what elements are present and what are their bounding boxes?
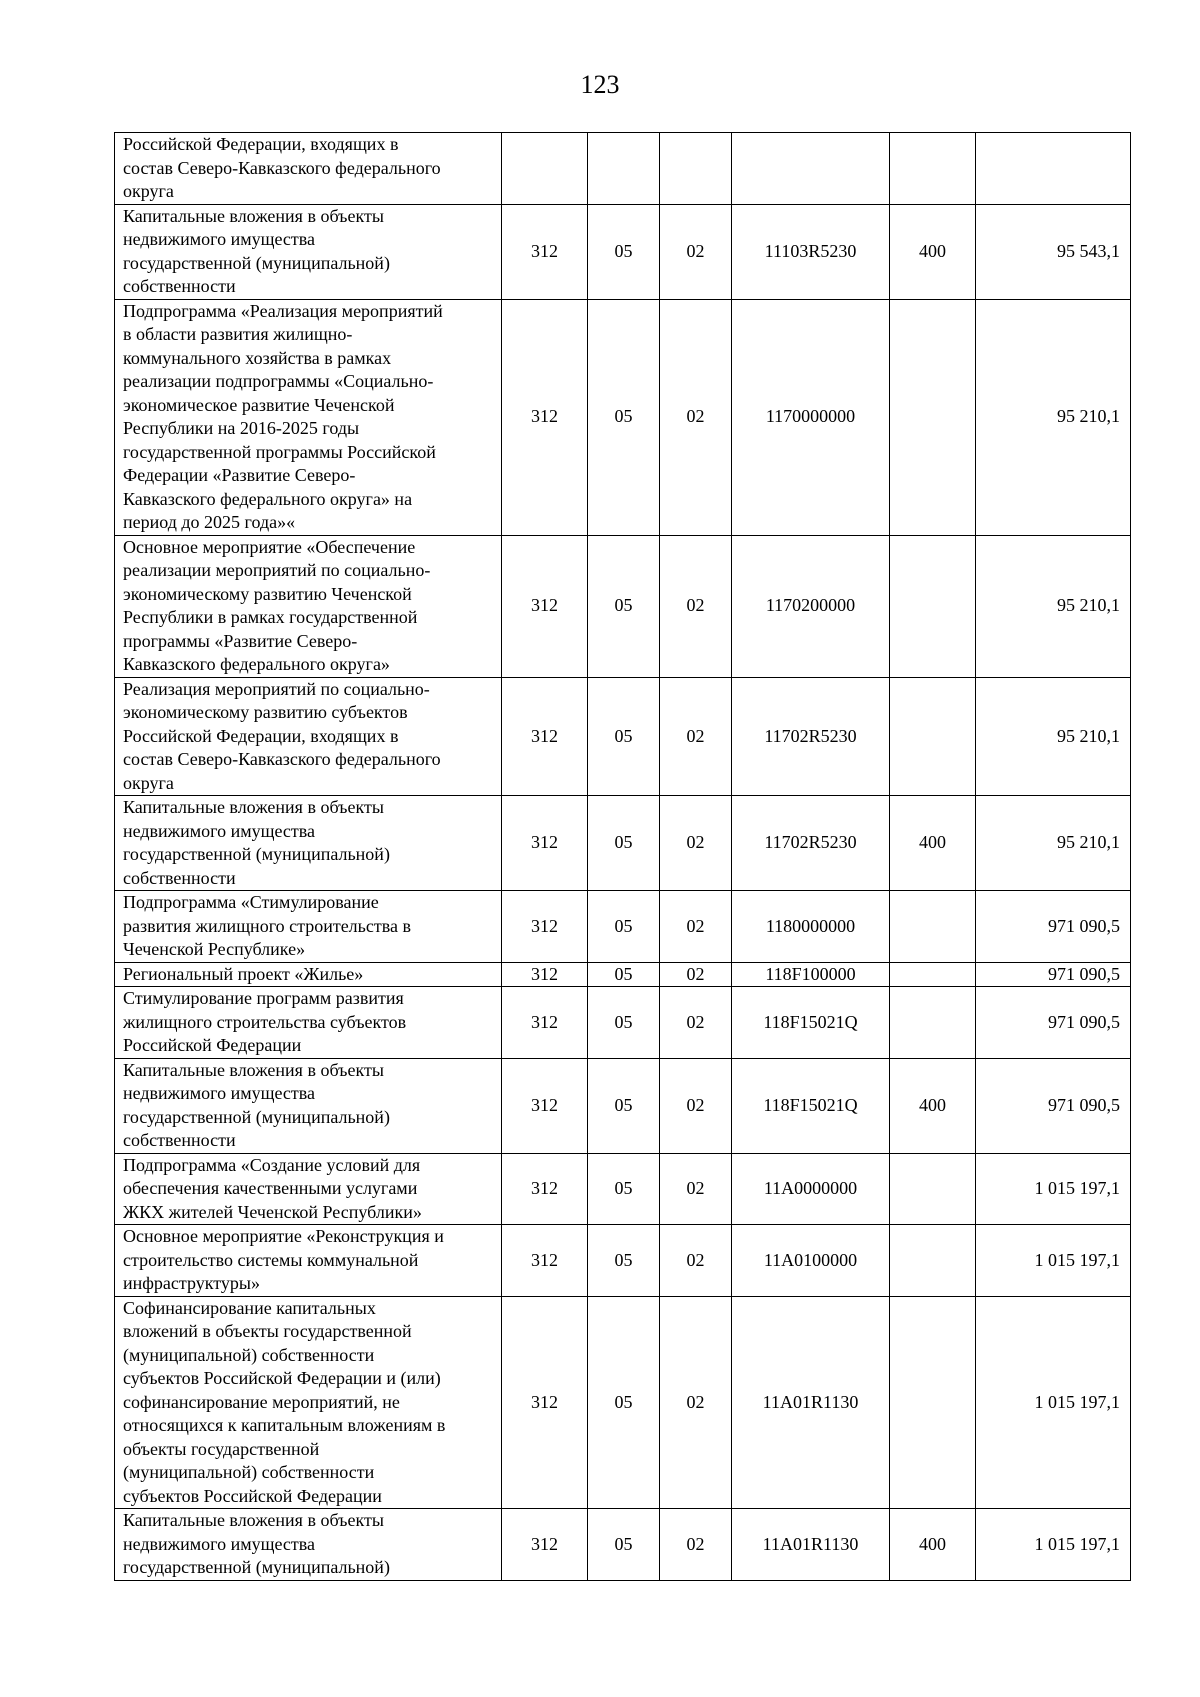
section-code-cell: 05	[588, 204, 660, 299]
amount-cell: 971 090,5	[976, 987, 1131, 1059]
target-article-code-cell: 11А01R1130	[732, 1296, 890, 1509]
table-row	[115, 299, 1131, 535]
section-code-cell: 05	[588, 1296, 660, 1509]
ministry-code-cell	[502, 133, 588, 205]
target-article-code-cell: 1180000000	[732, 891, 890, 963]
section-code-cell: 05	[588, 987, 660, 1059]
item-name-cell: Капитальные вложения в объекты недвижимого имущества государственной (муниципальной) собственности	[115, 1058, 502, 1153]
subsection-code-cell: 02	[660, 962, 732, 987]
amount-cell: 971 090,5	[976, 962, 1131, 987]
section-code-cell: 05	[588, 891, 660, 963]
subsection-code-cell: 02	[660, 1153, 732, 1225]
subsection-code-cell: 02	[660, 1058, 732, 1153]
expense-type-code-cell: 400	[890, 1509, 976, 1581]
amount-cell: 1 015 197,1	[976, 1153, 1131, 1225]
ministry-code-cell: 312	[502, 1225, 588, 1297]
target-article-code-cell: 118F15021Q	[732, 987, 890, 1059]
ministry-code-cell: 312	[502, 1296, 588, 1509]
amount-cell: 95 210,1	[976, 796, 1131, 891]
expense-type-code-cell	[890, 1225, 976, 1297]
table-row	[115, 1153, 1131, 1225]
section-code-cell: 05	[588, 1153, 660, 1225]
amount-cell	[976, 133, 1131, 205]
amount-cell: 971 090,5	[976, 891, 1131, 963]
ministry-code-cell: 312	[502, 299, 588, 535]
item-name-cell: Капитальные вложения в объекты недвижимого имущества государственной (муниципальной) собственности	[115, 204, 502, 299]
subsection-code-cell: 02	[660, 1509, 732, 1581]
expense-type-code-cell	[890, 987, 976, 1059]
amount-cell: 95 543,1	[976, 204, 1131, 299]
table-row	[115, 1296, 1131, 1509]
subsection-code-cell: 02	[660, 677, 732, 796]
table-row	[115, 677, 1131, 796]
expense-type-code-cell	[890, 962, 976, 987]
table-row	[115, 796, 1131, 891]
section-code-cell: 05	[588, 299, 660, 535]
target-article-code-cell: 11А0000000	[732, 1153, 890, 1225]
item-name-cell: Основное мероприятие «Обеспечение реализации мероприятий по социально- экономическому развитию Чеченской Республики в рамках государственной программы «Развитие Северо- Кавказского федерального округа»	[115, 535, 502, 677]
budget-table	[114, 132, 1131, 1581]
item-name-cell: Российской Федерации, входящих в состав Северо-Кавказского федерального округа	[115, 133, 502, 205]
subsection-code-cell: 02	[660, 204, 732, 299]
target-article-code-cell: 1170200000	[732, 535, 890, 677]
subsection-code-cell	[660, 133, 732, 205]
table-row	[115, 962, 1131, 987]
section-code-cell: 05	[588, 1509, 660, 1581]
ministry-code-cell: 312	[502, 1509, 588, 1581]
table-row	[115, 891, 1131, 963]
amount-cell: 1 015 197,1	[976, 1509, 1131, 1581]
ministry-code-cell: 312	[502, 535, 588, 677]
target-article-code-cell: 118F100000	[732, 962, 890, 987]
amount-cell: 1 015 197,1	[976, 1225, 1131, 1297]
item-name-cell: Софинансирование капитальных вложений в объекты государственной (муниципальной) собственности субъектов Российской Федерации и (или) софинансирование мероприятий, не относящихся к капитальным вложениям в объекты государственной (муниципальной) собственности субъектов Российской Федерации	[115, 1296, 502, 1509]
amount-cell: 95 210,1	[976, 299, 1131, 535]
table-row	[115, 535, 1131, 677]
table-row	[115, 133, 1131, 205]
section-code-cell: 05	[588, 677, 660, 796]
table-body	[115, 133, 1131, 1581]
section-code-cell	[588, 133, 660, 205]
table-row	[115, 1509, 1131, 1581]
target-article-code-cell: 11А01R1130	[732, 1509, 890, 1581]
expense-type-code-cell: 400	[890, 796, 976, 891]
amount-cell: 95 210,1	[976, 677, 1131, 796]
item-name-cell: Подпрограмма «Реализация мероприятий в области развития жилищно- коммунального хозяйства в рамках реализации подпрограммы «Социально- экономическое развитие Чеченской Республики на 2016-2025 годы государственной программы Российской Федерации «Развитие Северо- Кавказского федерального округа» на период до 2025 года»«	[115, 299, 502, 535]
ministry-code-cell: 312	[502, 962, 588, 987]
expense-type-code-cell: 400	[890, 1058, 976, 1153]
item-name-cell: Региональный проект «Жилье»	[115, 962, 502, 987]
expense-type-code-cell	[890, 1153, 976, 1225]
subsection-code-cell: 02	[660, 891, 732, 963]
table-row	[115, 1058, 1131, 1153]
item-name-cell: Капитальные вложения в объекты недвижимого имущества государственной (муниципальной)	[115, 1509, 502, 1581]
expense-type-code-cell: 400	[890, 204, 976, 299]
subsection-code-cell: 02	[660, 299, 732, 535]
expense-type-code-cell	[890, 133, 976, 205]
expense-type-code-cell	[890, 891, 976, 963]
target-article-code-cell: 11А0100000	[732, 1225, 890, 1297]
expense-type-code-cell	[890, 677, 976, 796]
section-code-cell: 05	[588, 535, 660, 677]
ministry-code-cell: 312	[502, 796, 588, 891]
section-code-cell: 05	[588, 1058, 660, 1153]
section-code-cell: 05	[588, 962, 660, 987]
subsection-code-cell: 02	[660, 1225, 732, 1297]
amount-cell: 95 210,1	[976, 535, 1131, 677]
ministry-code-cell: 312	[502, 204, 588, 299]
expense-type-code-cell	[890, 535, 976, 677]
subsection-code-cell: 02	[660, 1296, 732, 1509]
table-row	[115, 987, 1131, 1059]
table-row	[115, 204, 1131, 299]
subsection-code-cell: 02	[660, 796, 732, 891]
target-article-code-cell: 1170000000	[732, 299, 890, 535]
target-article-code-cell: 11103R5230	[732, 204, 890, 299]
item-name-cell: Подпрограмма «Создание условий для обеспечения качественными услугами ЖКХ жителей Чеченской Республики»	[115, 1153, 502, 1225]
amount-cell: 1 015 197,1	[976, 1296, 1131, 1509]
expense-type-code-cell	[890, 1296, 976, 1509]
item-name-cell: Основное мероприятие «Реконструкция и строительство системы коммунальной инфраструктуры»	[115, 1225, 502, 1297]
expense-type-code-cell	[890, 299, 976, 535]
amount-cell: 971 090,5	[976, 1058, 1131, 1153]
item-name-cell: Подпрограмма «Стимулирование развития жилищного строительства в Чеченской Республике»	[115, 891, 502, 963]
item-name-cell: Реализация мероприятий по социально- экономическому развитию субъектов Российской Федерации, входящих в состав Северо-Кавказского федерального округа	[115, 677, 502, 796]
target-article-code-cell: 11702R5230	[732, 796, 890, 891]
ministry-code-cell: 312	[502, 987, 588, 1059]
target-article-code-cell: 11702R5230	[732, 677, 890, 796]
ministry-code-cell: 312	[502, 677, 588, 796]
table-row	[115, 1225, 1131, 1297]
section-code-cell: 05	[588, 796, 660, 891]
page-number: 123	[580, 70, 620, 99]
ministry-code-cell: 312	[502, 891, 588, 963]
target-article-code-cell	[732, 133, 890, 205]
target-article-code-cell: 118F15021Q	[732, 1058, 890, 1153]
subsection-code-cell: 02	[660, 987, 732, 1059]
ministry-code-cell: 312	[502, 1153, 588, 1225]
section-code-cell: 05	[588, 1225, 660, 1297]
item-name-cell: Стимулирование программ развития жилищного строительства субъектов Российской Федерации	[115, 987, 502, 1059]
subsection-code-cell: 02	[660, 535, 732, 677]
item-name-cell: Капитальные вложения в объекты недвижимого имущества государственной (муниципальной) собственности	[115, 796, 502, 891]
ministry-code-cell: 312	[502, 1058, 588, 1153]
